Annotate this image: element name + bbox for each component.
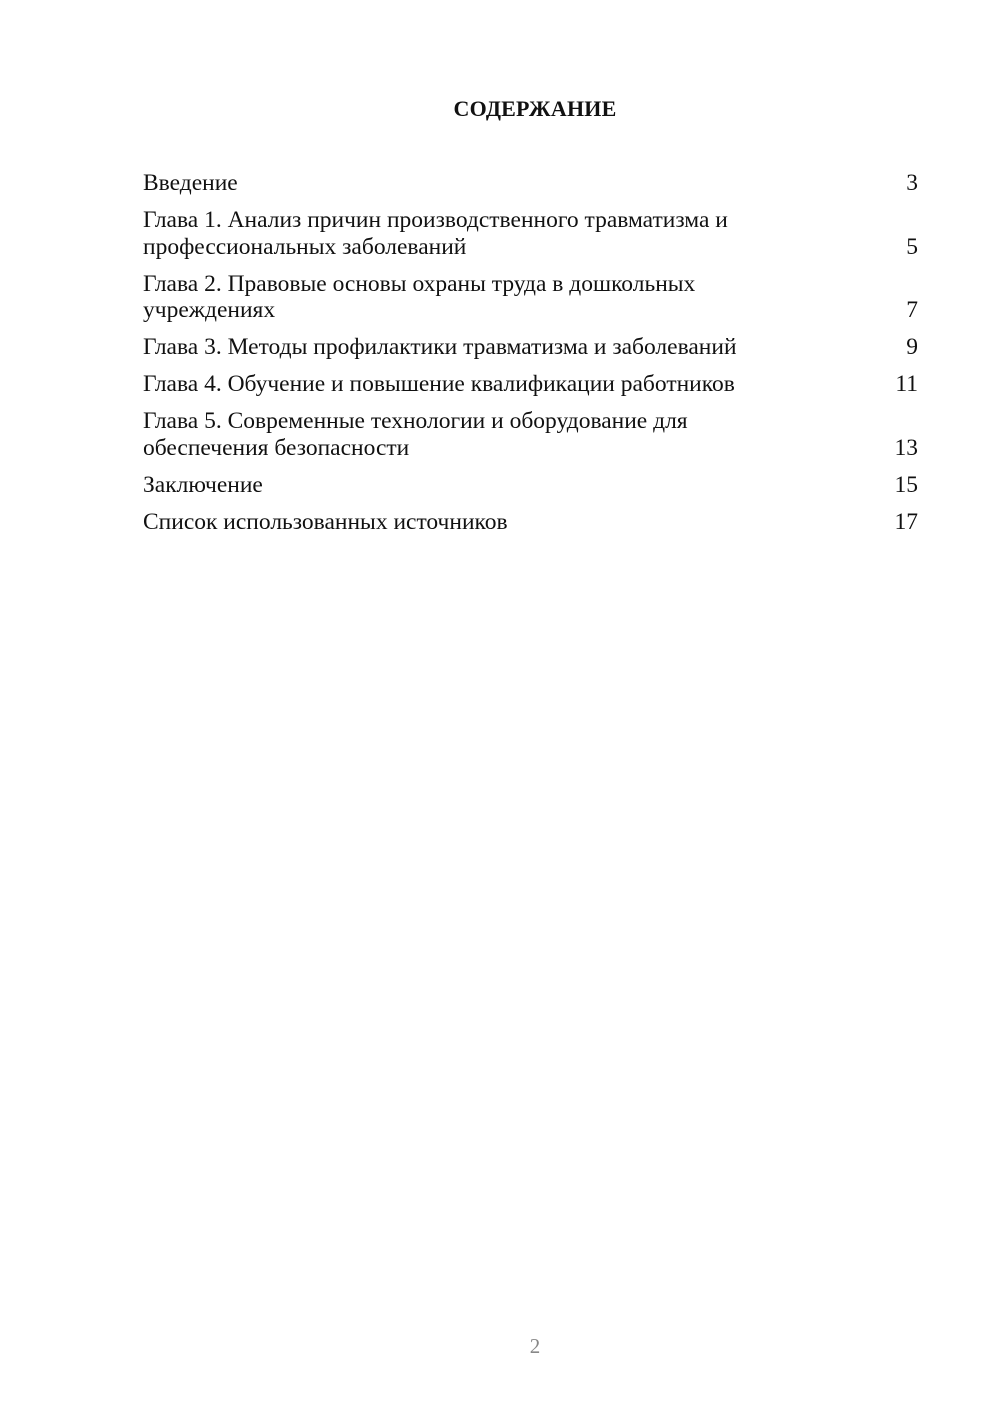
toc-entry-label: Глава 4. Обучение и повышение квалификации работников xyxy=(143,371,735,397)
page-number: 2 xyxy=(529,1334,541,1358)
toc-entry-label: Заключение xyxy=(143,471,263,498)
toc-entry-label: Глава 2. Правовые основы охраны труда в дошкольных xyxy=(143,270,696,297)
toc-entry-label: обеспечения безопасности xyxy=(143,434,410,461)
toc-entry-chapter-1[interactable] xyxy=(143,207,918,260)
toc-title: СОДЕРЖАНИЕ xyxy=(453,96,617,121)
toc-entry-chapter-3[interactable] xyxy=(143,334,918,361)
toc-entry-page: 13 xyxy=(894,434,918,461)
toc-entry-page: 9 xyxy=(906,334,918,360)
toc-entry-page: 7 xyxy=(906,297,918,323)
toc-entry-page: 17 xyxy=(894,508,918,535)
toc-entry-label: Глава 5. Современные технологии и оборудование для xyxy=(143,408,688,434)
toc-entry-chapter-2[interactable] xyxy=(143,271,918,324)
toc-entry-label: учреждениях xyxy=(143,297,276,323)
toc-entry-label: Глава 3. Методы профилактики травматизма и заболеваний xyxy=(143,334,737,360)
toc-entry-label: Глава 1. Анализ причин производственного травматизма и xyxy=(143,207,728,233)
toc-entry-introduction[interactable] xyxy=(143,170,918,197)
toc-entry-chapter-4[interactable] xyxy=(143,371,918,398)
toc-entry-label: Список использованных источников xyxy=(143,508,508,535)
toc-entry-references[interactable] xyxy=(143,509,918,536)
toc-entry-page: 3 xyxy=(906,170,918,196)
toc-entry-conclusion[interactable] xyxy=(143,472,918,499)
toc-entry-chapter-5[interactable] xyxy=(143,408,918,461)
toc-entry-page: 5 xyxy=(906,233,918,260)
toc-entry-label: Введение xyxy=(143,170,238,196)
toc-entry-page: 15 xyxy=(894,471,918,498)
table-of-contents xyxy=(143,170,918,546)
toc-entry-label: профессиональных заболеваний xyxy=(143,233,467,260)
toc-entry-page: 11 xyxy=(895,371,918,397)
